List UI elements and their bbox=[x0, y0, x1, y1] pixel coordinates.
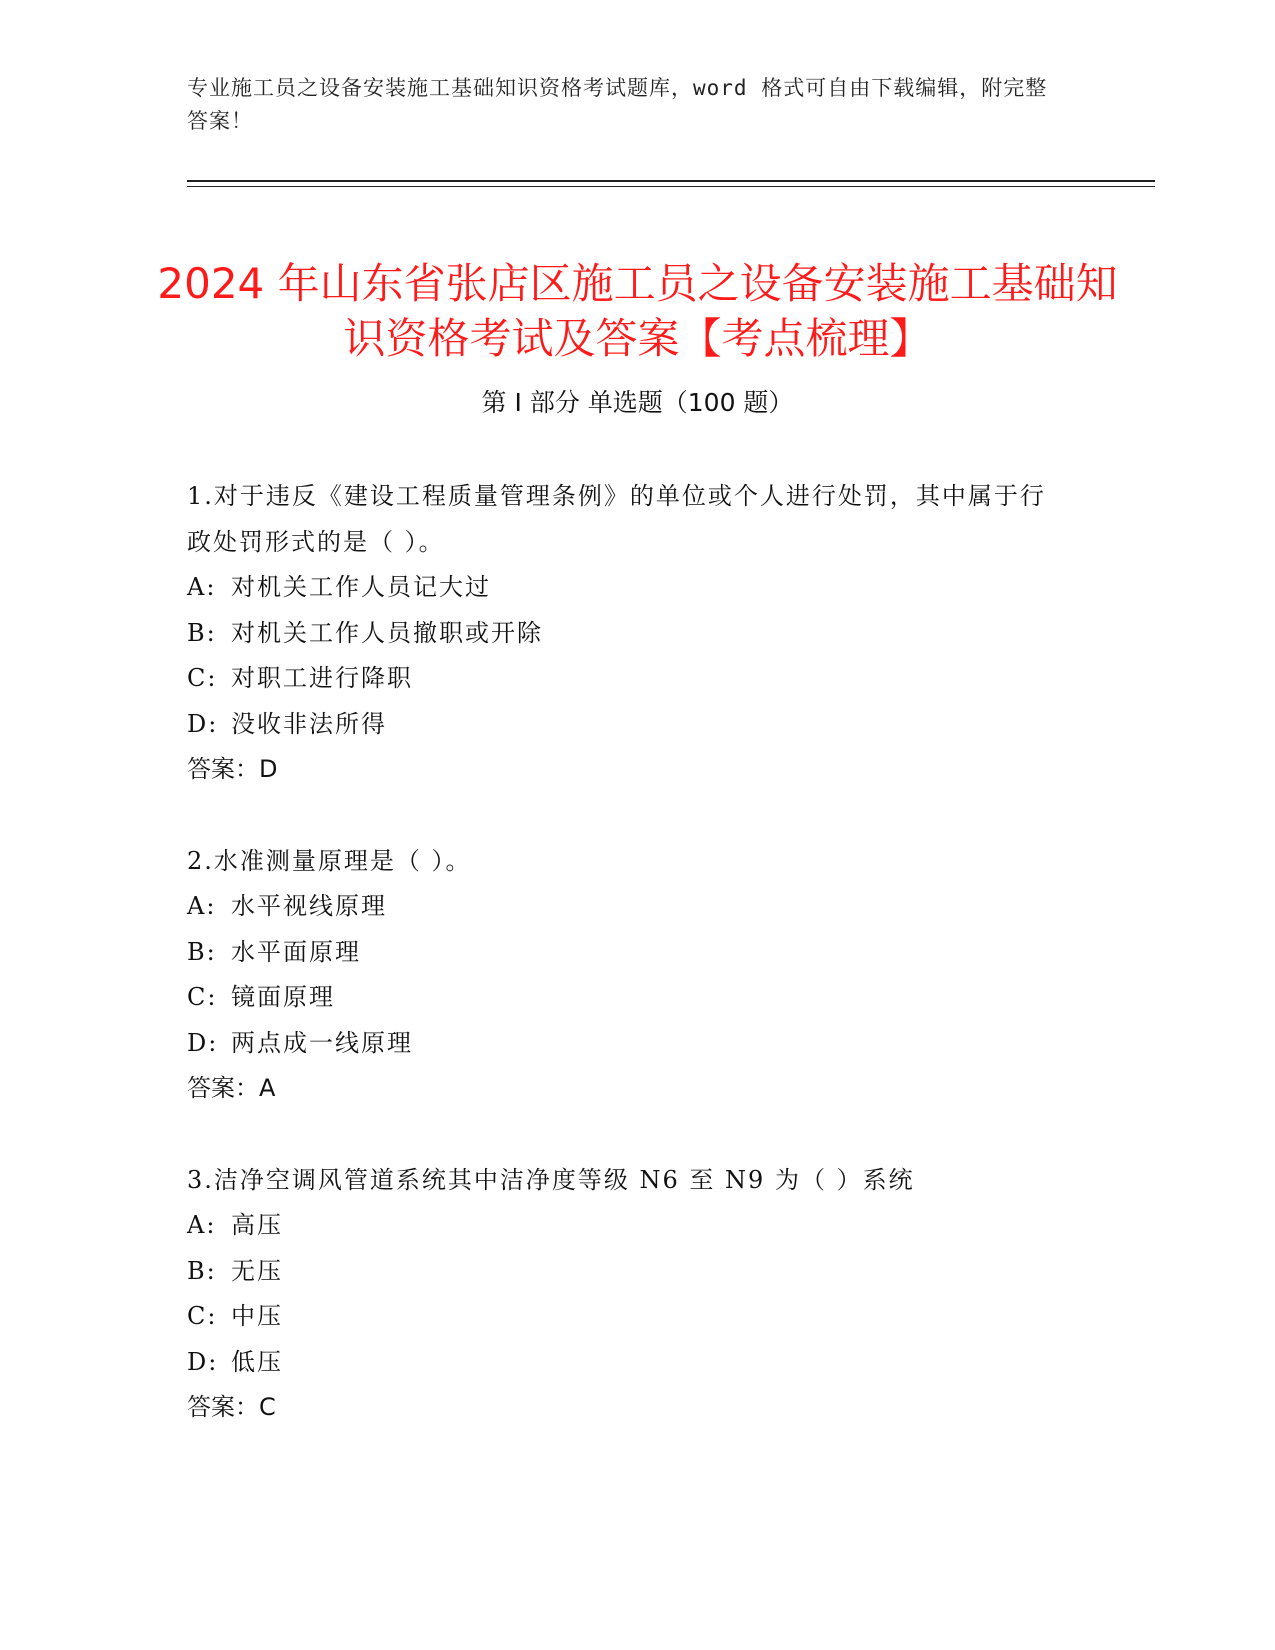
option-key: B: bbox=[187, 1256, 217, 1285]
option-c bbox=[187, 1294, 1067, 1340]
answer-value: A bbox=[259, 1074, 276, 1102]
option-text: 水平面原理 bbox=[231, 937, 361, 966]
option-key: A: bbox=[187, 573, 217, 601]
option-text: 高压 bbox=[231, 1211, 283, 1239]
option-key: D: bbox=[187, 1347, 219, 1376]
option-text: 镜面原理 bbox=[231, 983, 335, 1011]
option-b bbox=[187, 1249, 1067, 1295]
answer-value: D bbox=[259, 755, 278, 783]
option-text: 对机关工作人员撤职或开除 bbox=[231, 618, 543, 647]
document-title: 2024 年山东省张店区施工员之设备安装施工基础知识资格考试及答案【考点梳理】 bbox=[157, 259, 1118, 364]
option-a bbox=[187, 565, 1067, 611]
option-text: 对职工进行降职 bbox=[231, 664, 413, 692]
answer-line bbox=[187, 1066, 1067, 1112]
question-2 bbox=[187, 839, 1067, 1112]
question-stem: 1.对于违反《建设工程质量管理条例》的单位或个人进行处罚，其中属于行政处罚形式的是（ ）。 bbox=[187, 482, 1046, 556]
option-c bbox=[187, 975, 1067, 1021]
option-text: 没收非法所得 bbox=[231, 709, 387, 738]
option-key: D: bbox=[187, 709, 219, 738]
answer-prefix: 答案： bbox=[187, 1393, 259, 1421]
option-text: 两点成一线原理 bbox=[231, 1028, 413, 1057]
option-key: D: bbox=[187, 1028, 219, 1057]
option-a bbox=[187, 884, 1067, 930]
option-d bbox=[187, 702, 1067, 748]
header-note: 专业施工员之设备安装施工基础知识资格考试题库，word 格式可自由下载编辑，附完整答案！ bbox=[187, 76, 1048, 133]
answer-prefix: 答案： bbox=[187, 1074, 259, 1102]
option-b bbox=[187, 930, 1067, 976]
option-key: A: bbox=[187, 892, 217, 920]
option-text: 对机关工作人员记大过 bbox=[231, 573, 491, 601]
header-divider-thick bbox=[187, 180, 1155, 182]
option-text: 水平视线原理 bbox=[231, 892, 387, 920]
answer-prefix: 答案： bbox=[187, 755, 259, 783]
option-key: B: bbox=[187, 618, 217, 647]
answer-line bbox=[187, 747, 1067, 793]
question-3 bbox=[187, 1158, 1067, 1431]
option-d bbox=[187, 1021, 1067, 1067]
answer-value: C bbox=[259, 1393, 276, 1421]
option-text: 无压 bbox=[231, 1256, 283, 1285]
option-text: 低压 bbox=[231, 1347, 283, 1376]
option-c bbox=[187, 656, 1067, 702]
option-key: C: bbox=[187, 1302, 218, 1330]
option-key: C: bbox=[187, 983, 218, 1011]
question-stem: 2.水准测量原理是（ ）。 bbox=[187, 846, 472, 875]
option-key: B: bbox=[187, 937, 217, 966]
question-stem: 3.洁净空调风管道系统其中洁净度等级 N6 至 N9 为（ ）系统 bbox=[187, 1165, 915, 1194]
question-1 bbox=[187, 474, 1067, 793]
option-d bbox=[187, 1340, 1067, 1386]
option-key: A: bbox=[187, 1211, 217, 1239]
question-list bbox=[187, 474, 1067, 1477]
option-text: 中压 bbox=[231, 1302, 283, 1330]
option-a bbox=[187, 1203, 1067, 1249]
option-key: C: bbox=[187, 664, 218, 692]
option-b bbox=[187, 611, 1067, 657]
answer-line bbox=[187, 1385, 1067, 1431]
section-heading: 第 I 部分 单选题（100 题） bbox=[481, 388, 794, 417]
header-divider-thin bbox=[187, 186, 1155, 187]
